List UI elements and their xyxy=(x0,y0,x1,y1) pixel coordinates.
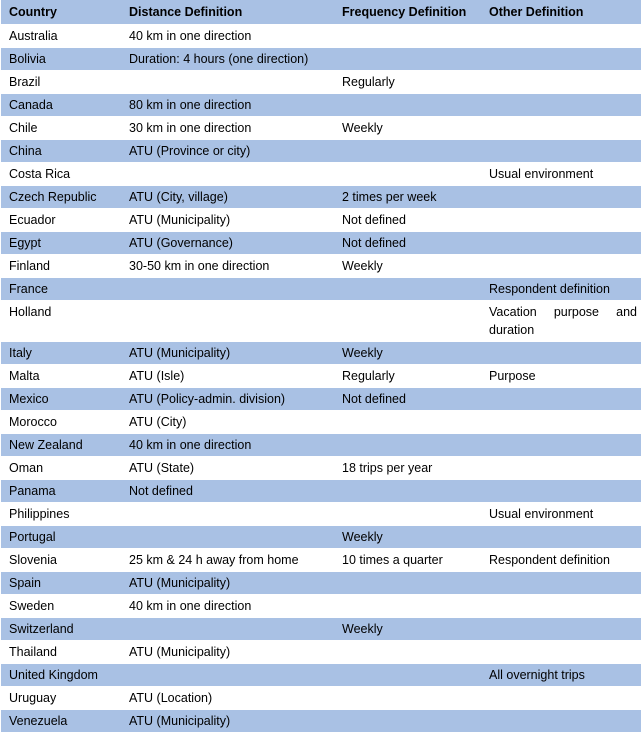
cell-other: Usual environment xyxy=(481,163,641,186)
cell-frequency: Weekly xyxy=(334,117,481,140)
cell-other xyxy=(481,526,641,549)
cell-distance xyxy=(121,503,334,526)
cell-country: Thailand xyxy=(1,641,121,664)
cell-country: New Zealand xyxy=(1,434,121,457)
cell-other xyxy=(481,94,641,117)
cell-country: Australia xyxy=(1,25,121,48)
cell-frequency xyxy=(334,480,481,503)
cell-country: Portugal xyxy=(1,526,121,549)
cell-country: Italy xyxy=(1,342,121,365)
cell-distance: ATU (Province or city) xyxy=(121,140,334,163)
table-row xyxy=(1,25,641,48)
cell-country: Panama xyxy=(1,480,121,503)
cell-country: Slovenia xyxy=(1,549,121,572)
cell-frequency xyxy=(334,572,481,595)
cell-country: Venezuela xyxy=(1,710,121,732)
header-other-definition: Other Definition xyxy=(481,0,641,25)
cell-frequency xyxy=(334,278,481,301)
cell-distance xyxy=(121,163,334,186)
cell-distance: 30 km in one direction xyxy=(121,117,334,140)
cell-country: Spain xyxy=(1,572,121,595)
cell-distance: ATU (Municipality) xyxy=(121,342,334,365)
cell-other xyxy=(481,209,641,232)
cell-distance: ATU (Municipality) xyxy=(121,710,334,732)
header-frequency-definition: Frequency Definition xyxy=(334,0,481,25)
table-row xyxy=(1,411,641,434)
cell-frequency xyxy=(334,140,481,163)
cell-other xyxy=(481,255,641,278)
cell-distance: 80 km in one direction xyxy=(121,94,334,117)
cell-country: Bolivia xyxy=(1,48,121,71)
cell-frequency xyxy=(334,434,481,457)
cell-distance: ATU (City, village) xyxy=(121,186,334,209)
cell-country: Holland xyxy=(1,301,121,342)
cell-country: Sweden xyxy=(1,595,121,618)
cell-frequency xyxy=(334,664,481,687)
cell-other xyxy=(481,434,641,457)
cell-distance: ATU (Isle) xyxy=(121,365,334,388)
header-row xyxy=(1,0,641,25)
cell-other: Usual environment xyxy=(481,503,641,526)
cell-country: Ecuador xyxy=(1,209,121,232)
header-country: Country xyxy=(1,0,121,25)
cell-frequency: 18 trips per year xyxy=(334,457,481,480)
table-row xyxy=(1,255,641,278)
table-row xyxy=(1,117,641,140)
cell-country: Philippines xyxy=(1,503,121,526)
cell-country: Costa Rica xyxy=(1,163,121,186)
cell-frequency xyxy=(334,94,481,117)
table-row xyxy=(1,163,641,186)
cell-distance: 40 km in one direction xyxy=(121,595,334,618)
cell-country: Oman xyxy=(1,457,121,480)
cell-distance: Not defined xyxy=(121,480,334,503)
cell-distance: 40 km in one direction xyxy=(121,434,334,457)
cell-country: Czech Republic xyxy=(1,186,121,209)
cell-distance xyxy=(121,618,334,641)
cell-distance: ATU (State) xyxy=(121,457,334,480)
table-row xyxy=(1,664,641,687)
cell-other xyxy=(481,572,641,595)
table-row xyxy=(1,595,641,618)
cell-country: Switzerland xyxy=(1,618,121,641)
cell-other xyxy=(481,411,641,434)
table-row xyxy=(1,388,641,411)
cell-distance xyxy=(121,71,334,94)
cell-distance: ATU (City) xyxy=(121,411,334,434)
table-row xyxy=(1,140,641,163)
cell-distance: ATU (Governance) xyxy=(121,232,334,255)
cell-distance: ATU (Municipality) xyxy=(121,572,334,595)
cell-distance: Duration: 4 hours (one direction) xyxy=(121,48,334,71)
table-row xyxy=(1,687,641,710)
cell-other xyxy=(481,457,641,480)
table-row xyxy=(1,71,641,94)
cell-frequency: Weekly xyxy=(334,342,481,365)
table-row xyxy=(1,503,641,526)
cell-country: China xyxy=(1,140,121,163)
cell-other: All overnight trips xyxy=(481,664,641,687)
cell-frequency: Weekly xyxy=(334,618,481,641)
cell-other: Respondent definition xyxy=(481,549,641,572)
cell-other xyxy=(481,186,641,209)
cell-country: Malta xyxy=(1,365,121,388)
cell-frequency: Regularly xyxy=(334,365,481,388)
definitions-table xyxy=(1,0,641,732)
table-row xyxy=(1,48,641,71)
table-row xyxy=(1,434,641,457)
cell-country: France xyxy=(1,278,121,301)
cell-other: Respondent definition xyxy=(481,278,641,301)
cell-frequency xyxy=(334,411,481,434)
cell-other xyxy=(481,48,641,71)
cell-other xyxy=(481,710,641,732)
header-distance-definition: Distance Definition xyxy=(121,0,334,25)
cell-other xyxy=(481,342,641,365)
cell-country: Uruguay xyxy=(1,687,121,710)
cell-other xyxy=(481,687,641,710)
cell-other xyxy=(481,595,641,618)
cell-distance xyxy=(121,278,334,301)
cell-frequency: Regularly xyxy=(334,71,481,94)
cell-other xyxy=(481,480,641,503)
table-row xyxy=(1,618,641,641)
cell-distance: ATU (Municipality) xyxy=(121,641,334,664)
table-row xyxy=(1,526,641,549)
cell-distance: 25 km & 24 h away from home xyxy=(121,549,334,572)
cell-country: Mexico xyxy=(1,388,121,411)
cell-frequency xyxy=(334,48,481,71)
table-row xyxy=(1,278,641,301)
cell-frequency xyxy=(334,301,481,342)
table-row xyxy=(1,549,641,572)
cell-frequency xyxy=(334,25,481,48)
cell-country: Brazil xyxy=(1,71,121,94)
cell-frequency: Weekly xyxy=(334,526,481,549)
table-row xyxy=(1,209,641,232)
cell-country: Canada xyxy=(1,94,121,117)
table-row xyxy=(1,342,641,365)
cell-frequency xyxy=(334,687,481,710)
table-row xyxy=(1,186,641,209)
table-row xyxy=(1,480,641,503)
cell-country: Finland xyxy=(1,255,121,278)
cell-frequency: 2 times per week xyxy=(334,186,481,209)
cell-country: United Kingdom xyxy=(1,664,121,687)
cell-distance: 30-50 km in one direction xyxy=(121,255,334,278)
cell-other xyxy=(481,641,641,664)
cell-other xyxy=(481,25,641,48)
cell-other xyxy=(481,140,641,163)
cell-distance: ATU (Location) xyxy=(121,687,334,710)
cell-other xyxy=(481,71,641,94)
cell-distance: ATU (Policy-admin. division) xyxy=(121,388,334,411)
cell-other xyxy=(481,388,641,411)
cell-frequency: Not defined xyxy=(334,388,481,411)
cell-distance: ATU (Municipality) xyxy=(121,209,334,232)
cell-other xyxy=(481,618,641,641)
cell-distance xyxy=(121,526,334,549)
cell-frequency: 10 times a quarter xyxy=(334,549,481,572)
cell-frequency: Not defined xyxy=(334,209,481,232)
cell-frequency xyxy=(334,163,481,186)
table-row xyxy=(1,365,641,388)
cell-country: Chile xyxy=(1,117,121,140)
table-row xyxy=(1,641,641,664)
cell-other xyxy=(481,117,641,140)
table-row xyxy=(1,301,641,342)
cell-frequency xyxy=(334,595,481,618)
cell-country: Egypt xyxy=(1,232,121,255)
cell-frequency xyxy=(334,641,481,664)
cell-frequency: Weekly xyxy=(334,255,481,278)
table-row xyxy=(1,457,641,480)
cell-other: Purpose xyxy=(481,365,641,388)
cell-frequency: Not defined xyxy=(334,232,481,255)
cell-other: Vacation purpose and duration xyxy=(481,301,641,342)
cell-frequency xyxy=(334,710,481,732)
cell-distance xyxy=(121,664,334,687)
cell-other xyxy=(481,232,641,255)
table-row xyxy=(1,232,641,255)
cell-frequency xyxy=(334,503,481,526)
table-row xyxy=(1,94,641,117)
cell-country: Morocco xyxy=(1,411,121,434)
cell-distance xyxy=(121,301,334,342)
table-row xyxy=(1,572,641,595)
table-row xyxy=(1,710,641,732)
cell-distance: 40 km in one direction xyxy=(121,25,334,48)
